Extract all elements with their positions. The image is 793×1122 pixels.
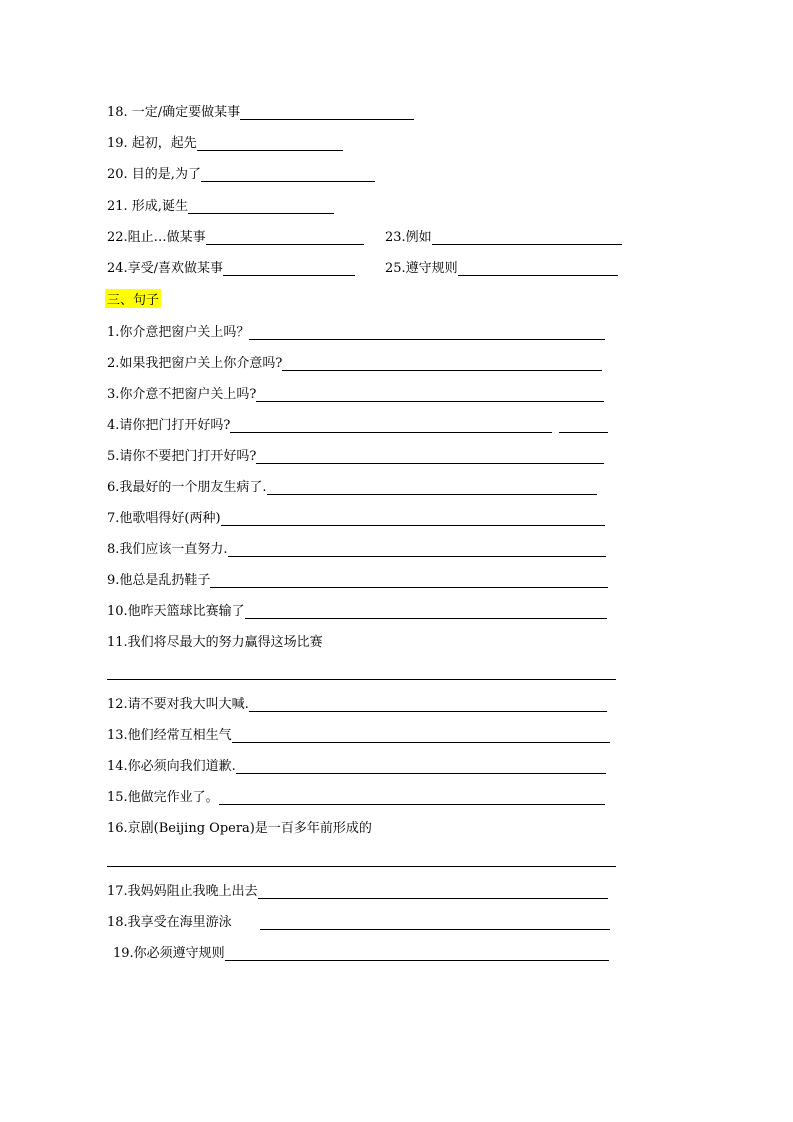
sentence-18-text: 18.我享受在海里游泳 (107, 915, 232, 930)
section-title (105, 290, 161, 308)
answer-line-s1[interactable] (249, 325, 605, 340)
sentence-2-text: 2.如果我把窗户关上你介意吗? (107, 356, 283, 371)
answer-line-21[interactable] (188, 199, 334, 214)
sentence-17-text: 17.我妈妈阻止我晚上出去 (107, 884, 258, 899)
sentence-5 (107, 446, 604, 464)
answer-line-s13[interactable] (232, 728, 610, 743)
answer-line-s16[interactable] (107, 866, 616, 867)
sentence-15 (107, 787, 605, 805)
phrase-24-text: 24.享受/喜欢做某事 (107, 261, 224, 276)
answer-line-19[interactable] (197, 136, 343, 151)
answer-line-s19[interactable] (225, 946, 609, 961)
phrase-22-text: 22.阻止…做某事 (107, 230, 206, 245)
sentence-15-text: 15.他做完作业了。 (107, 790, 219, 805)
sentence-6 (107, 477, 597, 495)
answer-line-s15[interactable] (219, 790, 605, 805)
answer-line-24[interactable] (223, 261, 355, 276)
answer-line-s11[interactable] (107, 679, 616, 680)
sentence-6-text: 6.我最好的一个朋友生病了. (107, 480, 267, 495)
sentence-7-text: 7.他歌唱得好(两种) (107, 511, 221, 526)
sentence-3 (107, 384, 604, 402)
phrase-23-text: 23.例如 (385, 230, 432, 245)
sentence-10-text: 10.他昨天篮球比赛输了 (107, 604, 245, 619)
answer-line-s14[interactable] (236, 759, 606, 774)
phrase-23 (385, 227, 622, 245)
answer-line-s3[interactable] (256, 387, 604, 402)
sentence-4-text: 4.请你把门打开好吗? (107, 418, 231, 433)
sentence-16-text: 16.京剧(Beijing Opera)是一百多年前形成的 (107, 821, 372, 836)
sentence-13 (107, 725, 610, 743)
sentence-19 (113, 943, 609, 961)
sentence-5-text: 5.请你不要把门打开好吗? (107, 449, 257, 464)
sentence-1 (107, 322, 605, 340)
answer-line-s8[interactable] (228, 542, 606, 557)
sentence-9-text: 9.他总是乱扔鞋子 (107, 573, 211, 588)
phrase-19 (107, 133, 343, 151)
sentence-12-text: 12.请不要对我大叫大喊. (107, 697, 249, 712)
answer-line-s12[interactable] (249, 697, 607, 712)
answer-line-20[interactable] (201, 167, 375, 182)
phrase-20-text: 20. 目的是,为了 (107, 167, 201, 182)
sentence-3-text: 3.你介意不把窗户关上吗? (107, 387, 257, 402)
sentence-8 (107, 539, 606, 557)
answer-line-s10[interactable] (245, 604, 607, 619)
sentence-8-text: 8.我们应该一直努力. (107, 542, 228, 557)
answer-line-s2[interactable] (282, 356, 602, 371)
phrase-18-text: 18. 一定/确定要做某事 (107, 105, 241, 120)
answer-line-s4a[interactable] (230, 418, 552, 433)
sentence-16 (107, 818, 372, 836)
sentence-13-text: 13.他们经常互相生气 (107, 728, 232, 743)
section-title-text: 三、句子 (105, 289, 161, 308)
phrase-21-text: 21. 形成,诞生 (107, 199, 188, 214)
sentence-4 (107, 415, 608, 433)
answer-line-s18[interactable] (260, 915, 610, 930)
sentence-1-text: 1.你介意把窗户关上吗？ (107, 325, 250, 340)
answer-line-s9[interactable] (210, 573, 608, 588)
sentence-2 (107, 353, 602, 371)
sentence-19-text: 19.你必须遵守规则 (113, 946, 225, 961)
phrase-21 (107, 196, 334, 214)
answer-line-s4b[interactable] (559, 418, 608, 433)
phrase-22 (107, 227, 364, 245)
sentence-14 (107, 756, 606, 774)
sentence-17 (107, 881, 608, 899)
sentence-10 (107, 601, 607, 619)
phrase-25-text: 25.遵守规则 (385, 261, 458, 276)
phrase-20 (107, 164, 375, 182)
sentence-7 (107, 508, 605, 526)
sentence-11 (107, 632, 323, 650)
answer-line-18[interactable] (240, 105, 414, 120)
answer-line-23[interactable] (432, 230, 622, 245)
answer-line-s5[interactable] (256, 449, 604, 464)
phrase-18 (107, 102, 414, 120)
answer-line-s6[interactable] (267, 480, 597, 495)
sentence-12 (107, 694, 607, 712)
answer-line-25[interactable] (458, 261, 618, 276)
answer-line-22[interactable] (206, 230, 364, 245)
answer-line-s7[interactable] (221, 511, 605, 526)
phrase-24 (107, 258, 355, 276)
answer-line-s17[interactable] (258, 884, 608, 899)
sentence-18 (107, 912, 610, 930)
sentence-9 (107, 570, 608, 588)
sentence-14-text: 14.你必须向我们道歉. (107, 759, 236, 774)
phrase-25 (385, 258, 618, 276)
sentence-11-text: 11.我们将尽最大的努力赢得这场比赛 (107, 635, 323, 650)
phrase-19-text: 19. 起初，起先 (107, 136, 197, 151)
